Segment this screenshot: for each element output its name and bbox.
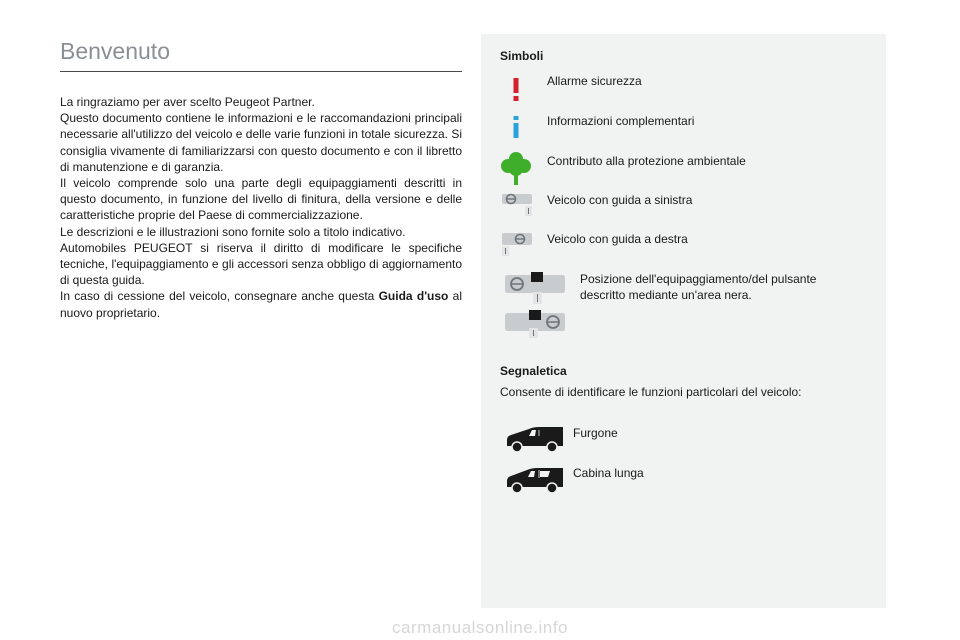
signage-label: Furgone — [573, 426, 618, 440]
symbols-heading: Simboli — [500, 49, 544, 63]
equipment-position-icon — [503, 270, 567, 338]
symbols-panel — [481, 34, 886, 608]
intro-paragraph-2: Questo documento contiene le informazioni e le raccomandazioni principali necessarie all'utilizzo del veicolo e delle varie funzioni in totale sicurezza. Si consiglia vivamente di familiarizzarsi con questo documento e con il libretto di manutenzione e di garanzia. — [60, 111, 462, 174]
intro-p6-end: al nuovo proprietario. — [60, 289, 462, 320]
intro-paragraph-3: Il veicolo comprende solo una parte degli equipaggiamenti descritti in questo documento, in funzione del livello di finitura, della versione e delle caratteristiche proprie del Paese di commercializzazione. — [60, 176, 462, 223]
long-cab-van-icon — [505, 466, 565, 496]
symbol-label: Contributo alla protezione ambientale — [547, 154, 746, 168]
left-hand-drive-icon — [501, 191, 533, 217]
symbol-label: Veicolo con guida a sinistra — [547, 193, 693, 207]
intro-paragraph-4: Le descrizioni e le illustrazioni sono fornite solo a titolo indicativo. — [60, 224, 406, 239]
intro-text — [60, 94, 462, 321]
tree-icon — [501, 151, 531, 185]
right-hand-drive-icon — [501, 230, 533, 258]
symbol-label: Veicolo con guida a destra — [547, 232, 688, 246]
signage-description: Consente di identificare le funzioni particolari del veicolo: — [500, 385, 802, 399]
intro-paragraph-5: Automobiles PEUGEOT si riserva il diritto di modificare le specifiche tecniche, l'equipaggiamento e gli accessori senza obbligo di aggiornamento di questa guida. — [60, 240, 462, 288]
watermark: carmanualsonline.info — [392, 618, 568, 637]
intro-p6-start: In caso di cessione del veicolo, consegnare anche questa — [60, 289, 379, 304]
symbol-label: Allarme sicurezza — [547, 74, 642, 88]
intro-paragraph-1: La ringraziamo per aver scelto Peugeot Partner. — [60, 95, 315, 109]
exclamation-icon — [509, 78, 523, 102]
symbol-label: Informazioni complementari — [547, 114, 695, 128]
title-divider — [60, 71, 462, 72]
info-icon — [509, 116, 523, 140]
signage-label: Cabina lunga — [573, 466, 644, 480]
intro-p6-bold: Guida d'uso — [378, 289, 449, 304]
signage-heading: Segnaletica — [500, 364, 567, 378]
page-title: Benvenuto — [60, 38, 170, 64]
van-icon — [505, 426, 565, 454]
intro-paragraph-6 — [60, 288, 462, 320]
symbol-label: Posizione dell'equipaggiamento/del pulsante descritto mediante un'area nera. — [580, 272, 817, 302]
